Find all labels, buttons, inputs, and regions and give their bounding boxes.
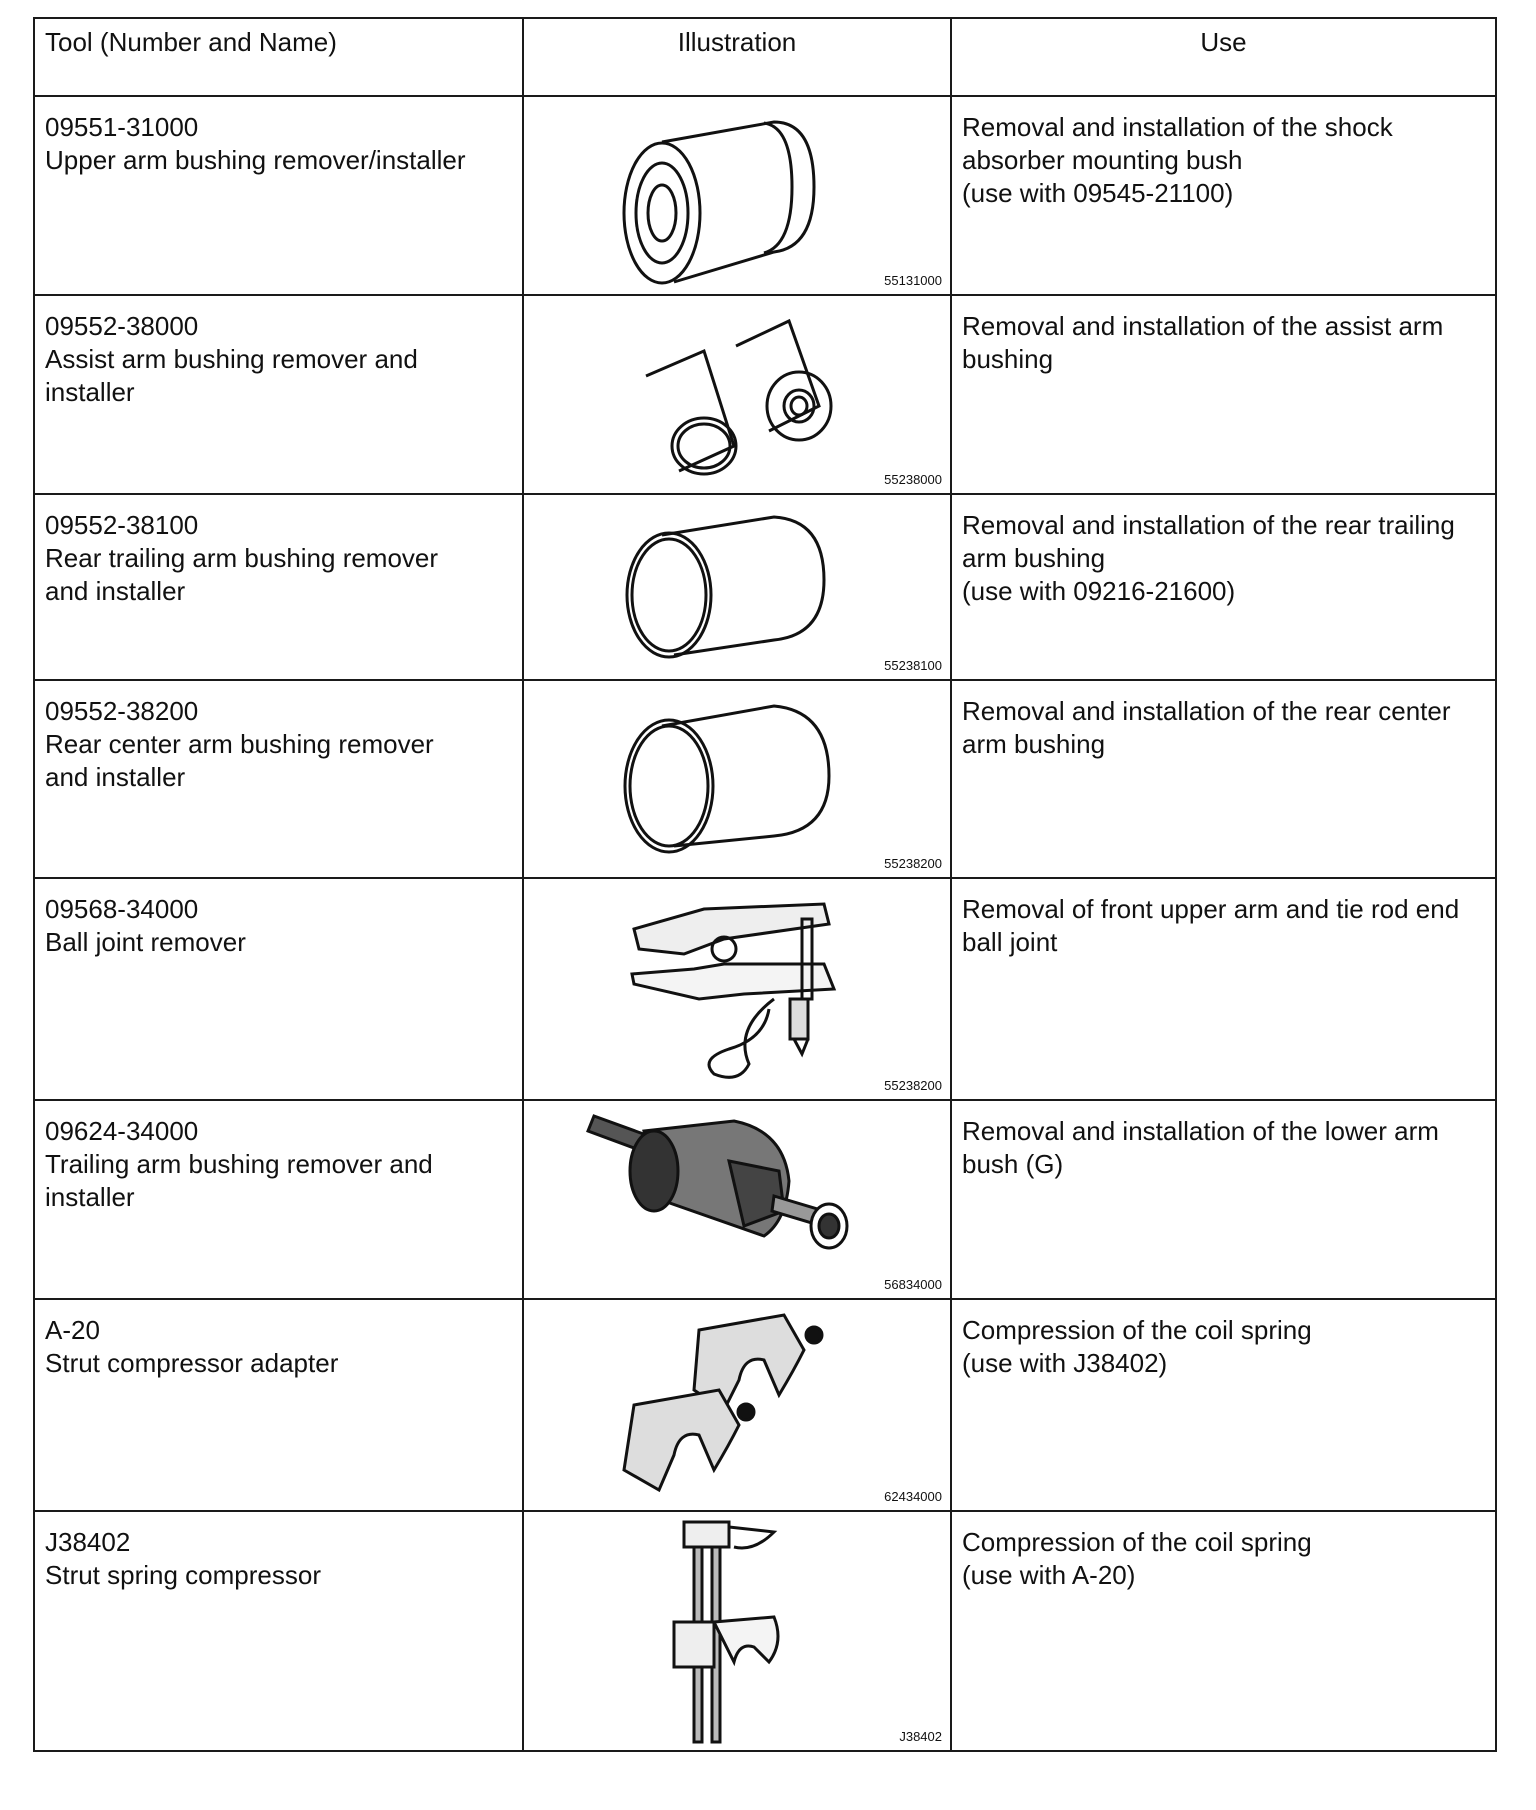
- sleeve-icon: [524, 681, 950, 877]
- header-illustration: Illustration: [523, 18, 951, 96]
- use-cell: [951, 494, 1496, 680]
- use-line: Removal and installation of the rear center: [962, 696, 1451, 726]
- sleeve-icon: [524, 495, 950, 679]
- threaded-puller-icon: [524, 1101, 950, 1298]
- bushing-pair-icon: [524, 296, 950, 493]
- tool-name: Upper arm bushing remover/installer: [45, 145, 466, 175]
- tool-cell: [34, 680, 523, 878]
- illustration-cell: [523, 1299, 951, 1511]
- table-row: [34, 1100, 1496, 1299]
- tool-cell: [34, 878, 523, 1100]
- use-line: (use with 09545-21100): [962, 178, 1234, 208]
- use-line: Compression of the coil spring: [962, 1527, 1312, 1557]
- illustration-cell: [523, 494, 951, 680]
- use-line: Removal and installation of the shock: [962, 112, 1393, 142]
- tool-cell: [34, 1299, 523, 1511]
- use-line: (use with J38402): [962, 1348, 1168, 1378]
- use-cell: [951, 1299, 1496, 1511]
- table-header-row: [34, 18, 1496, 96]
- header-use: Use: [951, 18, 1496, 96]
- tool-number: 09624-34000: [45, 1116, 199, 1146]
- use-cell: [951, 96, 1496, 295]
- use-line: arm bushing: [962, 729, 1106, 759]
- illustration-cell: [523, 1511, 951, 1751]
- illustration-code: 55238000: [884, 472, 942, 487]
- illustration-cell: [523, 680, 951, 878]
- strut-adapter-icon: [524, 1300, 950, 1510]
- table-row: [34, 494, 1496, 680]
- tool-number: 09551-31000: [45, 112, 199, 142]
- illustration-cell: [523, 878, 951, 1100]
- table-row: [34, 1511, 1496, 1751]
- use-line: ball joint: [962, 927, 1058, 957]
- tool-number: J38402: [45, 1527, 131, 1557]
- tool-name: Rear trailing arm bushing remover and installer: [45, 543, 439, 606]
- tool-name: Ball joint remover: [45, 927, 246, 957]
- bushing-driver-icon: [524, 97, 950, 294]
- illustration-cell: [523, 96, 951, 295]
- use-cell: [951, 680, 1496, 878]
- table-row: [34, 878, 1496, 1100]
- use-line: Removal and installation of the lower arm: [962, 1116, 1439, 1146]
- tool-number: 09552-38200: [45, 696, 199, 726]
- use-line: Removal and installation of the assist arm: [962, 311, 1444, 341]
- illustration-code: 56834000: [884, 1277, 942, 1292]
- illustration-code: J38402: [899, 1729, 942, 1744]
- tool-cell: [34, 1511, 523, 1751]
- header-tool: Tool (Number and Name): [34, 18, 523, 96]
- tool-name: Strut spring compressor: [45, 1560, 321, 1590]
- illustration-cell: [523, 1100, 951, 1299]
- tool-name: Assist arm bushing remover and installer: [45, 344, 418, 407]
- use-cell: [951, 878, 1496, 1100]
- use-line: Removal and installation of the rear trailing: [962, 510, 1455, 540]
- table-row: [34, 96, 1496, 295]
- tool-cell: [34, 494, 523, 680]
- table-row: [34, 680, 1496, 878]
- tool-cell: [34, 1100, 523, 1299]
- use-line: bush (G): [962, 1149, 1064, 1179]
- tool-number: 09552-38100: [45, 510, 199, 540]
- illustration-code: 55238200: [884, 1078, 942, 1093]
- illustration-code: 55238200: [884, 856, 942, 871]
- ball-joint-remover-icon: [524, 879, 950, 1099]
- use-cell: [951, 1100, 1496, 1299]
- table-row: [34, 1299, 1496, 1511]
- tool-number: 09568-34000: [45, 894, 199, 924]
- use-cell: [951, 295, 1496, 494]
- use-line: arm bushing: [962, 543, 1106, 573]
- use-cell: [951, 1511, 1496, 1751]
- illustration-code: 55238100: [884, 658, 942, 673]
- tool-cell: [34, 295, 523, 494]
- table-row: [34, 295, 1496, 494]
- use-line: absorber mounting bush: [962, 145, 1243, 175]
- use-line: (use with 09216-21600): [962, 576, 1236, 606]
- illustration-cell: [523, 295, 951, 494]
- tool-table-page: [33, 17, 1495, 1752]
- use-line: bushing: [962, 344, 1054, 374]
- special-tools-table: [33, 17, 1497, 1752]
- tool-name: Strut compressor adapter: [45, 1348, 339, 1378]
- illustration-code: 62434000: [884, 1489, 942, 1504]
- illustration-code: 55131000: [884, 273, 942, 288]
- use-line: Compression of the coil spring: [962, 1315, 1312, 1345]
- tool-cell: [34, 96, 523, 295]
- tool-name: Trailing arm bushing remover and installer: [45, 1149, 433, 1212]
- tool-number: A-20: [45, 1315, 100, 1345]
- tool-name: Rear center arm bushing remover and installer: [45, 729, 434, 792]
- use-line: Removal of front upper arm and tie rod end: [962, 894, 1460, 924]
- tool-number: 09552-38000: [45, 311, 199, 341]
- spring-compressor-icon: [524, 1512, 950, 1750]
- use-line: (use with A-20): [962, 1560, 1136, 1590]
